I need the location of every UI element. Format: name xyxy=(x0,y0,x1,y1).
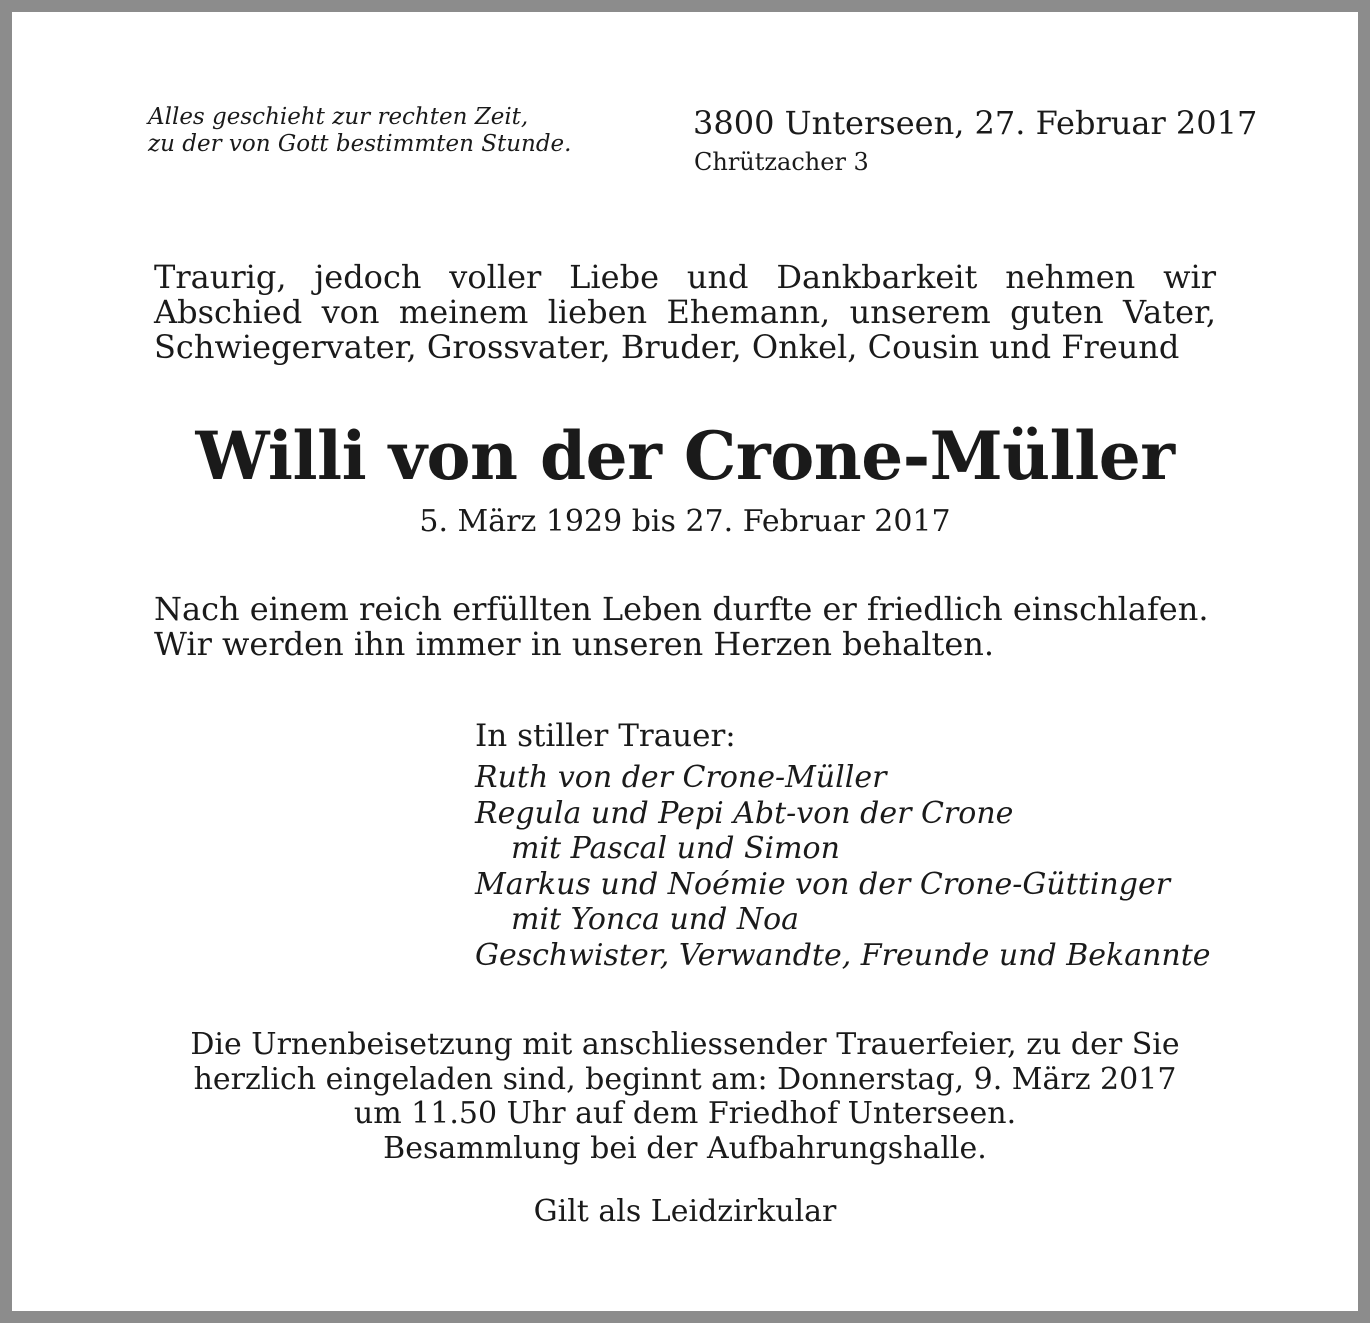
motto-line: zu der von Gott bestimmten Stunde. xyxy=(148,131,572,157)
intro-line: Traurig, jedoch voller Liebe und Dankbarkeit nehmen wir xyxy=(154,258,1216,296)
ceremony-line: Die Urnenbeisetzung mit anschliessender Trauerfeier, zu der Sie xyxy=(190,1027,1180,1062)
motto-quote xyxy=(148,104,571,158)
mourner-line: Regula und Pepi Abt-von der Crone xyxy=(475,795,1014,831)
address: Chrützacher 3 xyxy=(694,148,869,176)
ceremony-line: um 11.50 Uhr auf dem Friedhof Unterseen. xyxy=(353,1096,1017,1131)
mourner-line: Markus und Noémie von der Crone-Güttinger xyxy=(475,866,1171,902)
ceremony-line: Besammlung bei der Aufbahrungshalle. xyxy=(383,1130,987,1166)
place-date: 3800 Unterseen, 27. Februar 2017 xyxy=(693,104,1258,142)
ceremony-line: herzlich eingeladen sind, beginnt am: Donnerstag, 9. März 2017 xyxy=(193,1061,1177,1097)
circular-note: Gilt als Leidzirkular xyxy=(533,1194,837,1229)
intro-text xyxy=(154,260,1216,365)
life-dates: 5. März 1929 bis 27. Februar 2017 xyxy=(419,504,951,539)
mourners-list xyxy=(475,760,1211,973)
mourning-heading: In stiller Trauer: xyxy=(475,718,736,754)
mourner-line: Ruth von der Crone-Müller xyxy=(475,760,887,795)
obituary-notice xyxy=(12,12,1358,1311)
message-line: Nach einem reich erfüllten Leben durfte er friedlich einschlafen. xyxy=(154,590,1209,628)
ceremony-details xyxy=(12,1028,1358,1166)
intro-line: Abschied von meinem lieben Ehemann, unserem guten Vater, xyxy=(154,293,1216,331)
mourner-line: mit Yonca und Noa xyxy=(511,902,800,937)
motto-line: Alles geschieht zur rechten Zeit, xyxy=(148,104,529,130)
deceased-name: Willi von der Crone-Müller xyxy=(195,417,1175,495)
intro-line: Schwiegervater, Grossvater, Bruder, Onkel, Cousin und Freund xyxy=(154,328,1180,366)
mourner-line: Geschwister, Verwandte, Freunde und Bekannte xyxy=(475,937,1211,973)
farewell-message xyxy=(154,592,1209,662)
mourner-line: mit Pascal und Simon xyxy=(511,831,840,866)
message-line: Wir werden ihn immer in unseren Herzen behalten. xyxy=(154,625,995,663)
